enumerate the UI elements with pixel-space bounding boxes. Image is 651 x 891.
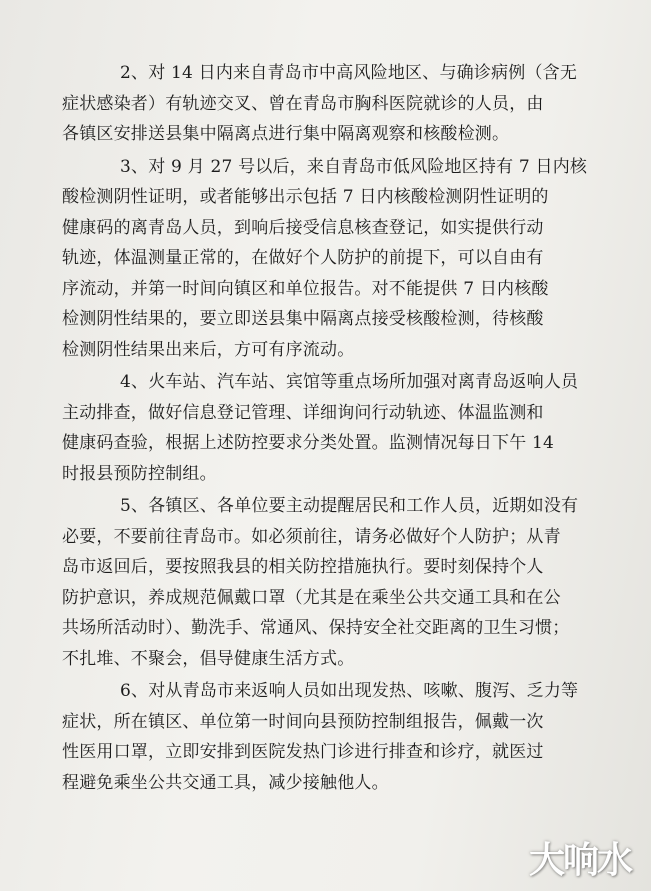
- text-line: 检测阴性结果出来后，方可有序流动。: [62, 339, 355, 360]
- text-line: 共场所活动时）、勤洗手、常通风、保持安全社交距离的卫生习惯；: [62, 618, 570, 638]
- text-line: 岛市返回后，要按照我县的相关防控措施执行。要时刻保持个人: [62, 557, 544, 577]
- text-line: 6、对从青岛市来返响人员如出现发热、咳嗽、腹泻、乏力等: [120, 681, 579, 701]
- paragraph-4: [62, 367, 590, 489]
- paragraph-5: [62, 491, 590, 674]
- text-line: 健康码查验，根据上述防控要求分类处置。监测情况每日下午 14: [62, 433, 555, 453]
- text-line: 5、各镇区、各单位要主动提醒居民和工作人员，近期如没有: [120, 496, 579, 516]
- text-line: 症状，所在镇区、单位第一时间向县预防控制组报告，佩戴一次: [62, 711, 544, 732]
- text-line: 轨迹，体温测量正常的，在做好个人防护的前提下，可以自由有: [62, 248, 544, 268]
- text-line: 时报县预防控制组。: [62, 463, 217, 484]
- paragraph-2: [62, 58, 590, 150]
- text-line: 症状感染者）有轨迹交叉、曾在青岛市胸科医院就诊的人员，由: [62, 93, 544, 114]
- text-line: 防护意识，养成规范佩戴口罩（尤其是在乘坐公共交通工具和在公: [62, 587, 561, 608]
- text-line: 健康码的离青岛人员，到响后接受信息核查登记，如实提供行动: [62, 217, 544, 238]
- text-line: 检测阴性结果的，要立即送县集中隔离点接受核酸检测，待核酸: [62, 309, 544, 329]
- text-line: 酸检测阴性证明，或者能够出示包括 7 日内核酸检测阴性证明的: [62, 187, 549, 207]
- text-line: 2、对 14 日内来自青岛市中高风险地区、与确诊病例（含无: [120, 63, 578, 83]
- text-line: 序流动，并第一时间向镇区和单位报告。对不能提供 7 日内核酸: [62, 278, 549, 299]
- text-line: 必要，不要前往青岛市。如必须前往，请务必做好个人防护；从青: [62, 526, 561, 547]
- text-line: 不扎堆、不聚会，倡导健康生活方式。: [62, 648, 355, 669]
- text-line: 程避免乘坐公共交通工具，减少接触他人。: [62, 772, 389, 793]
- text-line: 性医用口罩，立即安排到医院发热门诊进行排查和诊疗，就医过: [62, 742, 544, 762]
- paragraph-6: [62, 676, 590, 798]
- document-body: [62, 58, 590, 798]
- watermark-logo: 大响水: [528, 840, 631, 881]
- paragraph-3: [62, 152, 590, 366]
- text-line: 3、对 9 月 27 号以后，来自青岛市低风险地区持有 7 日内核: [120, 156, 588, 177]
- text-line: 主动排查，做好信息登记管理、详细询问行动轨迹、体温监测和: [62, 402, 544, 423]
- text-line: 各镇区安排送县集中隔离点进行集中隔离观察和核酸检测。: [62, 124, 510, 144]
- text-line: 4、火车站、汽车站、宾馆等重点场所加强对离青岛返响人员: [120, 372, 579, 392]
